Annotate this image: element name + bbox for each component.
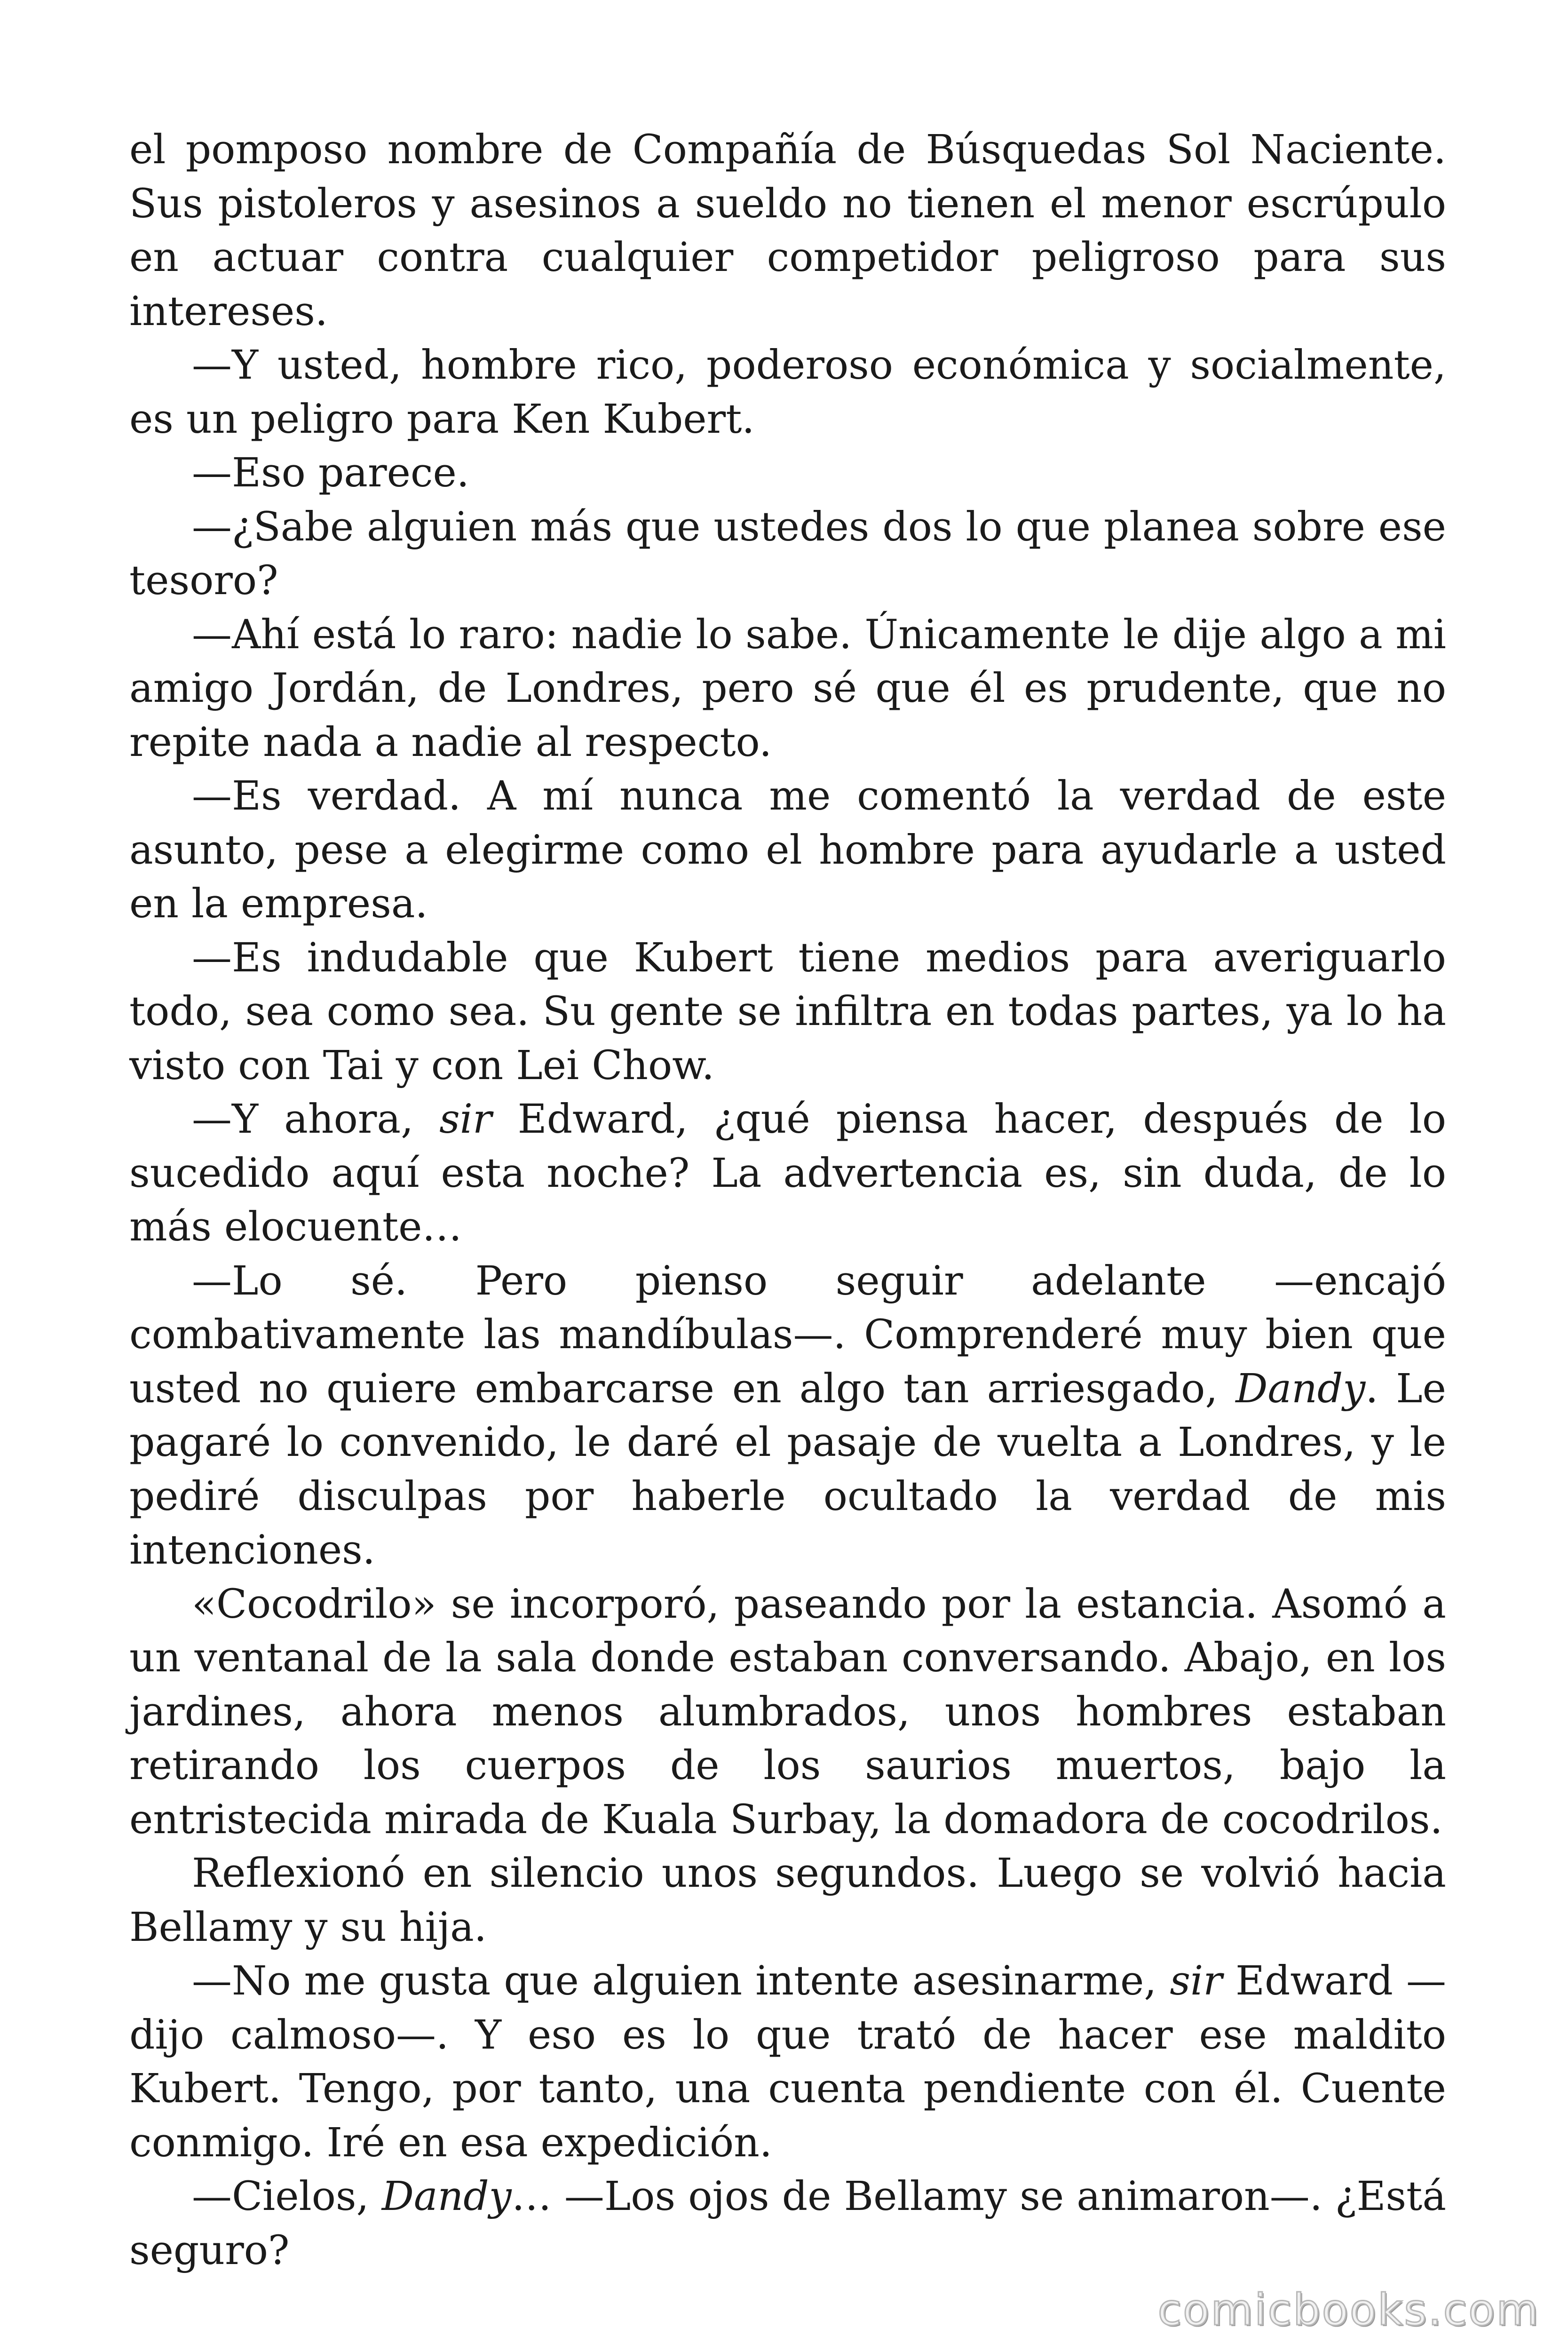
text-run: «Cocodrilo» se incorporó, paseando por la estancia. Asomó a un ventanal de la sala donde estaban conversando. Abajo, en los jardines, ahora menos alumbrados, unos hombres estaban retirando los cuerpos de los saurios muertos, bajo la entristecida mirada de Kuala Surbay, la domadora de cocodrilos. <box>129 1581 1446 1843</box>
text-run: Reflexionó en silencio unos segundos. Luego se volvió hacia Bellamy y su hija. <box>129 1850 1446 1951</box>
paragraph <box>129 1255 1446 1578</box>
text-run: —Eso parece. <box>192 450 469 496</box>
text-run: —Y usted, hombre rico, poderoso económica y socialmente, es un peligro para Ken Kubert. <box>129 342 1446 443</box>
text-run: el pomposo nombre de Compañía de Búsquedas Sol Naciente. Sus pistoleros y asesinos a sueldo no tienen el menor escrúpulo en actuar contra cualquier competidor peligroso para sus intereses. <box>129 127 1446 335</box>
paragraph <box>129 770 1446 931</box>
text-run: —Lo sé. Pero pienso seguir adelante —encajó combativamente las mandíbulas—. Comprenderé muy bien que usted no quiere embarcarse en algo tan arriesgado, <box>129 1257 1446 1412</box>
paragraph <box>129 446 1446 501</box>
paragraph <box>129 2170 1446 2278</box>
italic-text: sir <box>439 1096 492 1143</box>
paragraph <box>129 1093 1446 1255</box>
watermark: comicbooks.com <box>1157 2285 1540 2335</box>
text-run: Edward, ¿qué piensa hacer, después de lo sucedido aquí esta noche? La advertencia es, sin duda, de lo más elocuente… <box>129 1096 1446 1250</box>
paragraph <box>129 123 1446 339</box>
text-run: —No me gusta que alguien intente asesinarme, <box>192 1958 1170 2004</box>
text-run: —Es verdad. A mí nunca me comentó la verdad de este asunto, pese a elegirme como el hombre para ayudarle a usted en la empresa. <box>129 773 1446 927</box>
paragraph <box>129 501 1446 608</box>
text-run: —Y ahora, <box>192 1096 440 1143</box>
text-run: . Le pagaré lo convenido, le daré el pasaje de vuelta a Londres, y le pediré disculpas por haberle ocultado la verdad de mis intenciones. <box>129 1365 1446 1573</box>
paragraph <box>129 931 1446 1093</box>
paragraph <box>129 1578 1446 1847</box>
paragraph <box>129 608 1446 770</box>
italic-text: sir <box>1170 1958 1222 2004</box>
text-run: —Ahí está lo raro: nadie lo sabe. Únicamente le dije algo a mi amigo Jordán, de Londres, pero sé que él es prudente, que no repite nada a nadie al respecto. <box>129 611 1446 766</box>
italic-text: Dandy <box>1235 1365 1366 1412</box>
text-run: Edward —dijo calmoso—. Y eso es lo que trató de hacer ese maldito Kubert. Tengo, por tanto, una cuenta pendiente con él. Cuente conmigo. Iré en esa expedición. <box>129 1958 1447 2166</box>
text-run: —Cielos, <box>192 2173 382 2220</box>
text-run: … —Los ojos de Bellamy se animaron—. ¿Está seguro? <box>129 2173 1446 2274</box>
paragraph <box>129 339 1446 446</box>
page-text <box>129 123 1446 2278</box>
paragraph <box>129 1847 1446 1955</box>
paragraph <box>129 1955 1446 2170</box>
italic-text: Dandy <box>381 2173 512 2220</box>
text-run: —¿Sabe alguien más que ustedes dos lo que planea sobre ese tesoro? <box>129 503 1446 604</box>
text-run: —Es indudable que Kubert tiene medios para averiguarlo todo, sea como sea. Su gente se infiltra en todas partes, ya lo ha visto con Tai y con Lei Chow. <box>129 934 1446 1089</box>
